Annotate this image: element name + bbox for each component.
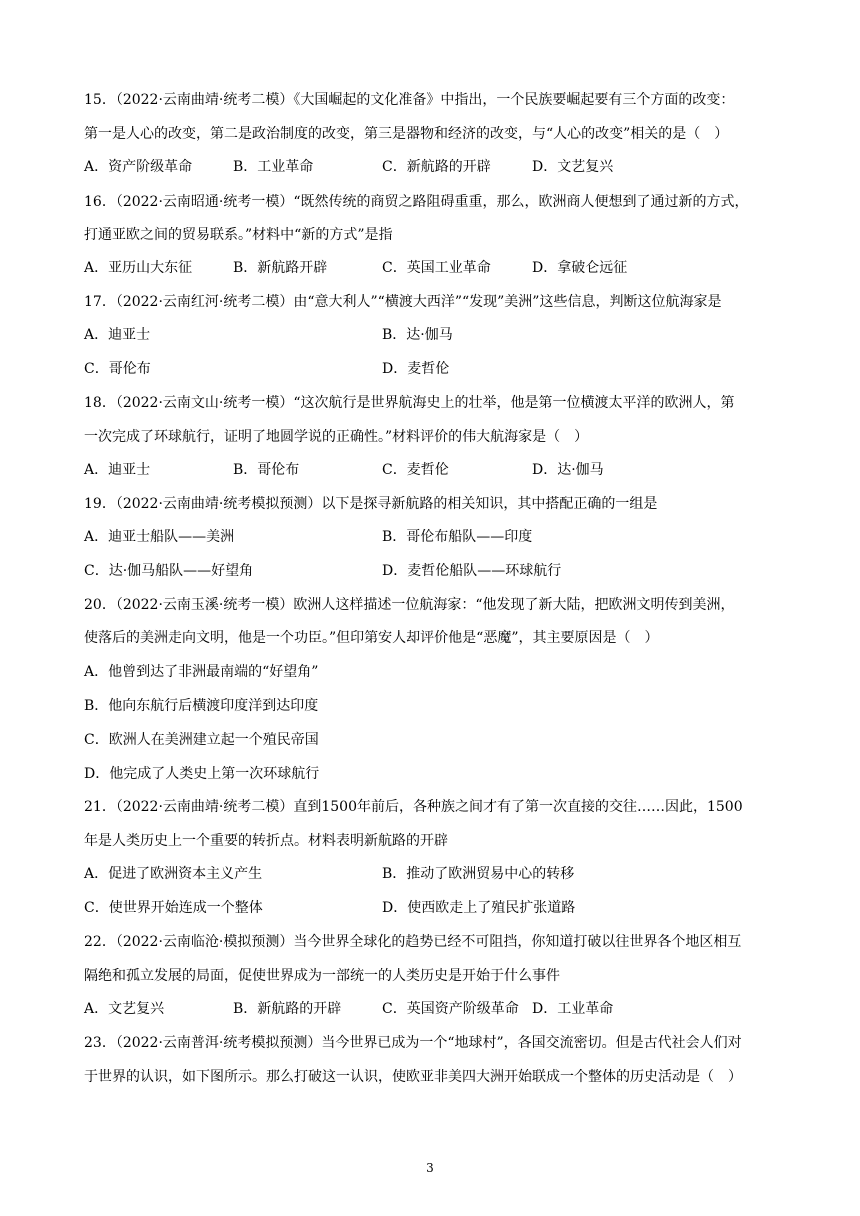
- q18-option-d: D．达·伽马: [532, 462, 604, 478]
- q16-option-d: D．拿破仑远征: [532, 260, 628, 276]
- q19-option-c: C．达·伽马船队——好望角: [84, 563, 254, 579]
- question-16-line-1: 16．（2022·云南昭通·统考一模）“既然传统的商贸之路阻碍重重，那么，欧洲商人便想到了通过新的方式，: [84, 194, 749, 210]
- q20-option-a: A．他曾到达了非洲最南端的“好望角”: [84, 664, 319, 680]
- q20-option-c: C．欧洲人在美洲建立起一个殖民帝国: [84, 732, 319, 748]
- q17-option-d: D．麦哲伦: [382, 361, 450, 377]
- q21-option-a: A．促进了欧洲资本主义产生: [84, 866, 263, 882]
- q18-option-a: A．迪亚士: [84, 462, 151, 478]
- q21-option-c: C．使世界开始连成一个整体: [84, 900, 263, 916]
- question-21-line-1: 21．（2022·云南曲靖·统考二模）直到1500年前后，各种族之间才有了第一次直接的交往……因此，1500: [84, 799, 743, 815]
- q16-option-b: B．新航路开辟: [233, 260, 328, 276]
- question-20-line-1: 20．（2022·云南玉溪·统考一模）欧洲人这样描述一位航海家：“他发现了新大陆，把欧洲文明传到美洲，: [84, 597, 735, 613]
- page-number: 3: [426, 1161, 434, 1175]
- q17-option-a: A．迪亚士: [84, 327, 151, 343]
- q21-option-d: D．使西欧走上了殖民扩张道路: [382, 900, 576, 916]
- q20-option-d: D．他完成了人类史上第一次环球航行: [84, 766, 320, 782]
- q22-option-d: D．工业革命: [532, 1001, 614, 1017]
- question-21-line-2: 年是人类历史上一个重要的转折点。材料表明新航路的开辟: [84, 833, 448, 849]
- q17-option-b: B．达·伽马: [382, 327, 453, 343]
- q15-option-a: A．资产阶级革命: [84, 159, 193, 175]
- q19-option-d: D．麦哲伦船队——环球航行: [382, 563, 562, 579]
- q22-option-a: A．文艺复兴: [84, 1001, 165, 1017]
- question-15-line-2: 第一是人心的改变，第二是政治制度的改变，第三是器物和经济的改变，与“人心的改变”相关的是（ ）: [84, 126, 729, 142]
- question-22-line-2: 隔绝和孤立发展的局面，促使世界成为一部统一的人类历史是开始于什么事件: [84, 968, 560, 984]
- q16-option-c: C．英国工业革命: [382, 260, 491, 276]
- question-20-line-2: 使落后的美洲走向文明，他是一个功臣。”但印第安人却评价他是“恶魔”，其主要原因是（ ）: [84, 630, 659, 646]
- question-22-line-1: 22．（2022·云南临沧·模拟预测）当今世界全球化的趋势已经不可阻挡，你知道打破以往世界各个地区相互: [84, 934, 742, 950]
- q17-option-c: C．哥伦布: [84, 361, 151, 377]
- question-18-line-2: 一次完成了环球航行，证明了地圆学说的正确性。”材料评价的伟大航海家是（ ）: [84, 429, 589, 445]
- q19-option-a: A．迪亚士船队——美洲: [84, 529, 235, 545]
- q18-option-c: C．麦哲伦: [382, 462, 449, 478]
- q20-option-b: B．他向东航行后横渡印度洋到达印度: [84, 698, 319, 714]
- question-19-line-1: 19．（2022·云南曲靖·统考模拟预测）以下是探寻新航路的相关知识，其中搭配正确的一组是: [84, 496, 658, 512]
- q16-option-a: A．亚历山大东征: [84, 260, 193, 276]
- q22-option-b: B．新航路的开辟: [233, 1001, 342, 1017]
- q15-option-c: C．新航路的开辟: [382, 159, 491, 175]
- q15-option-d: D．文艺复兴: [532, 159, 614, 175]
- q15-option-b: B．工业革命: [233, 159, 314, 175]
- q21-option-b: B．推动了欧洲贸易中心的转移: [382, 866, 575, 882]
- question-17-line-1: 17．（2022·云南红河·统考二模）由“意大利人”“横渡大西洋”“发现”美洲”这些信息，判断这位航海家是: [84, 294, 722, 310]
- question-16-line-2: 打通亚欧之间的贸易联系。”材料中“新的方式”是指: [84, 227, 393, 243]
- question-18-line-1: 18．（2022·云南文山·统考一模）“这次航行是世界航海史上的壮举，他是第一位横渡太平洋的欧洲人，第: [84, 395, 735, 411]
- question-23-line-1: 23．（2022·云南普洱·统考模拟预测）当今世界已成为一个“地球村”，各国交流密切。但是古代社会人们对: [84, 1035, 742, 1051]
- question-23-line-2: 于世界的认识，如下图所示。那么打破这一认识，使欧亚非美四大洲开始联成一个整体的历史活动是（ ）: [84, 1069, 742, 1085]
- q19-option-b: B．哥伦布船队——印度: [382, 529, 533, 545]
- q22-option-c: C．英国资产阶级革命: [382, 1001, 519, 1017]
- question-15-line-1: 15．（2022·云南曲靖·统考二模）《大国崛起的文化准备》中指出，一个民族要崛起要有三个方面的改变：: [84, 92, 735, 108]
- q18-option-b: B．哥伦布: [233, 462, 300, 478]
